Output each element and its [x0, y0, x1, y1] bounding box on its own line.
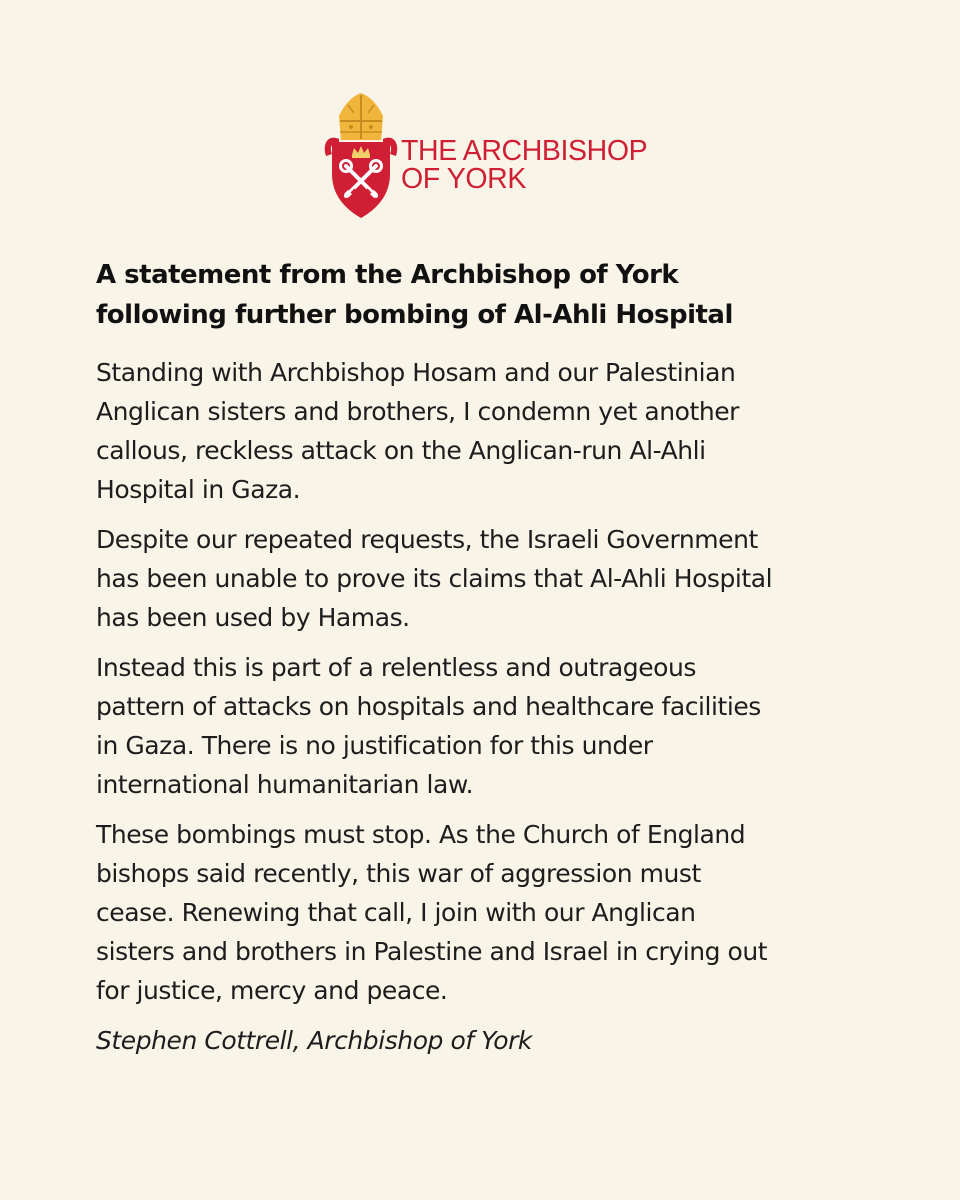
paragraph-1 — [96, 353, 896, 509]
paragraph-line: Hospital in Gaza. — [96, 475, 301, 504]
paragraph-line: callous, reckless attack on the Anglican-run Al-Ahli — [96, 436, 706, 465]
paragraph-line: has been used by Hamas. — [96, 603, 410, 632]
paragraph-line: in Gaza. There is no justification for this under — [96, 731, 653, 760]
logo-line-1: THE ARCHBISHOP — [401, 135, 648, 167]
signature: Stephen Cottrell, Archbishop of York — [96, 1026, 532, 1055]
statement-body — [96, 255, 896, 1060]
paragraph-line: international humanitarian law. — [96, 770, 474, 799]
paragraph-line: sisters and brothers in Palestine and Israel in crying out — [96, 937, 768, 966]
paragraph-line: for justice, mercy and peace. — [96, 976, 448, 1005]
paragraph-line: has been unable to prove its claims that Al-Ahli Hospital — [96, 564, 773, 593]
paragraph-line: Standing with Archbishop Hosam and our Palestinian — [96, 358, 736, 387]
logo-line-2: OF YORK — [401, 163, 526, 195]
paragraph-3 — [96, 648, 896, 804]
heading-line-2: following further bombing of Al-Ahli Hospital — [96, 300, 733, 330]
paragraph-line: bishops said recently, this war of aggression must — [96, 859, 701, 888]
mitre-shield-crest-icon — [318, 92, 404, 220]
paragraph-line: cease. Renewing that call, I join with our Anglican — [96, 898, 696, 927]
heading-line-1: A statement from the Archbishop of York — [96, 260, 679, 290]
paragraph-4 — [96, 815, 896, 1010]
logo-wordmark — [401, 137, 647, 193]
paragraph-2 — [96, 520, 896, 637]
paragraph-line: Anglican sisters and brothers, I condemn yet another — [96, 397, 739, 426]
paragraph-line: These bombings must stop. As the Church of England — [96, 820, 746, 849]
paragraph-line: pattern of attacks on hospitals and healthcare facilities — [96, 692, 761, 721]
archbishop-of-york-logo — [318, 92, 658, 222]
paragraph-line: Despite our repeated requests, the Israeli Government — [96, 525, 758, 554]
statement-heading — [96, 255, 896, 335]
paragraph-line: Instead this is part of a relentless and outrageous — [96, 653, 696, 682]
